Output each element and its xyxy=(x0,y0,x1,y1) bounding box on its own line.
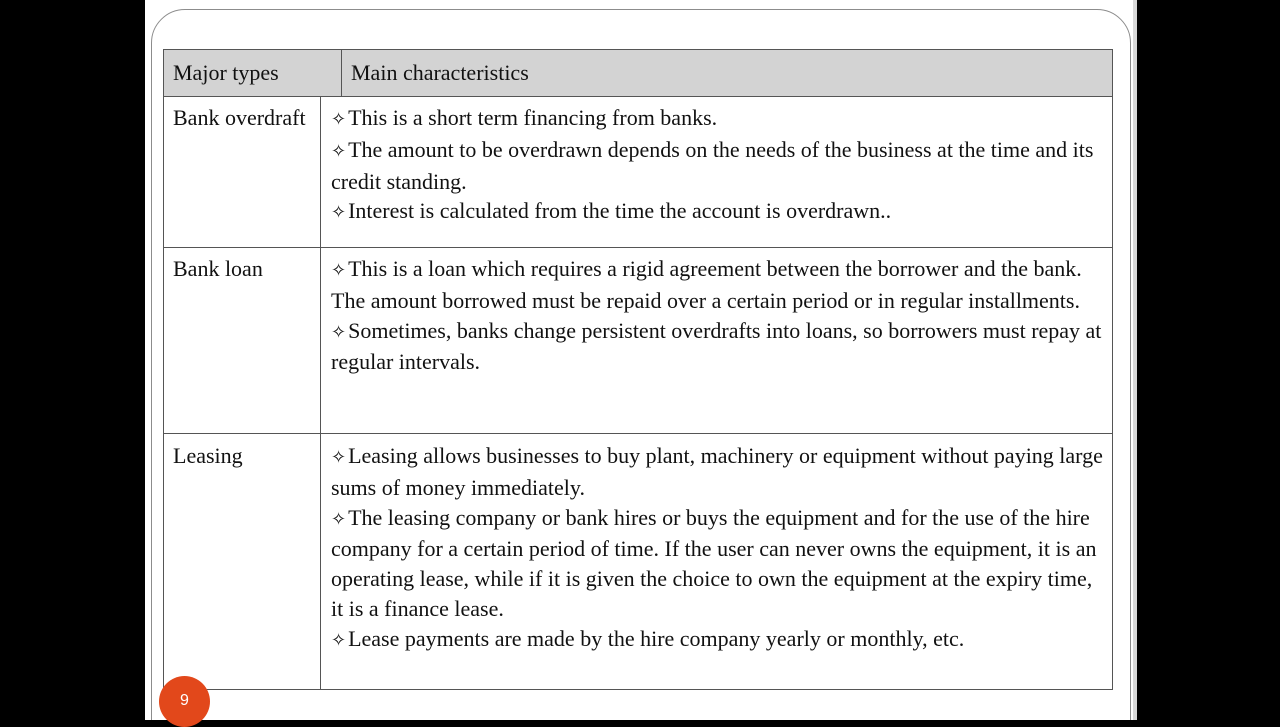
bullet-item: ✧This is a short term financing from banks. xyxy=(331,105,718,130)
bullet-item: ✧Interest is calculated from the time the account is overdrawn.. xyxy=(331,198,892,224)
diamond-bullet-icon: ✧ xyxy=(331,508,347,530)
header-divider xyxy=(341,50,342,96)
row-separator xyxy=(164,433,1112,434)
header-main-characteristics: Main characteristics xyxy=(351,60,529,85)
row-characteristics-leasing xyxy=(331,441,1106,656)
page-number: 9 xyxy=(180,692,189,709)
row-type-bank-loan: Bank loan xyxy=(173,256,263,281)
bullet-item: ✧The leasing company or bank hires or buys the equipment and for the use of the hire company for a certain period of time. If the user can never owns the equipment, it is an operating lease, while if it is given the choice to own the equipment at the expiry time, it is a finance lease. xyxy=(331,504,1097,621)
bullet-item: ✧Lease payments are made by the hire company yearly or monthly, etc. xyxy=(331,625,965,651)
bullet-item: ✧The amount to be overdrawn depends on the needs of the business at the time and its credit standing. xyxy=(331,136,1094,194)
diamond-bullet-icon: ✧ xyxy=(331,629,347,651)
column-divider xyxy=(320,97,321,690)
row-characteristics-bank-loan xyxy=(331,254,1106,377)
row-type-bank-overdraft: Bank overdraft xyxy=(173,105,306,130)
diamond-bullet-icon: ✧ xyxy=(331,260,347,281)
diamond-bullet-icon: ✧ xyxy=(331,140,347,162)
page-number-badge xyxy=(159,676,210,727)
header-major-types: Major types xyxy=(173,60,279,85)
diamond-bullet-icon: ✧ xyxy=(331,321,347,343)
diamond-bullet-icon: ✧ xyxy=(331,447,347,468)
characteristics-table xyxy=(163,49,1113,690)
bullet-item: ✧Leasing allows businesses to buy plant, machinery or equipment without paying large sums of money immediately. xyxy=(331,443,1103,500)
scroll-edge xyxy=(1133,0,1137,720)
row-characteristics-bank-overdraft xyxy=(331,103,1106,228)
row-separator xyxy=(164,247,1112,248)
row-type-leasing: Leasing xyxy=(173,443,243,468)
diamond-bullet-icon: ✧ xyxy=(331,202,347,224)
table-header-row xyxy=(164,50,1112,97)
bullet-item: ✧This is a loan which requires a rigid agreement between the borrower and the bank. The amount borrowed must be repaid over a certain period or in regular installments. xyxy=(331,256,1082,313)
bullet-item: ✧Sometimes, banks change persistent overdrafts into loans, so borrowers must repay at regular intervals. xyxy=(331,317,1102,375)
diamond-bullet-icon: ✧ xyxy=(331,109,347,130)
